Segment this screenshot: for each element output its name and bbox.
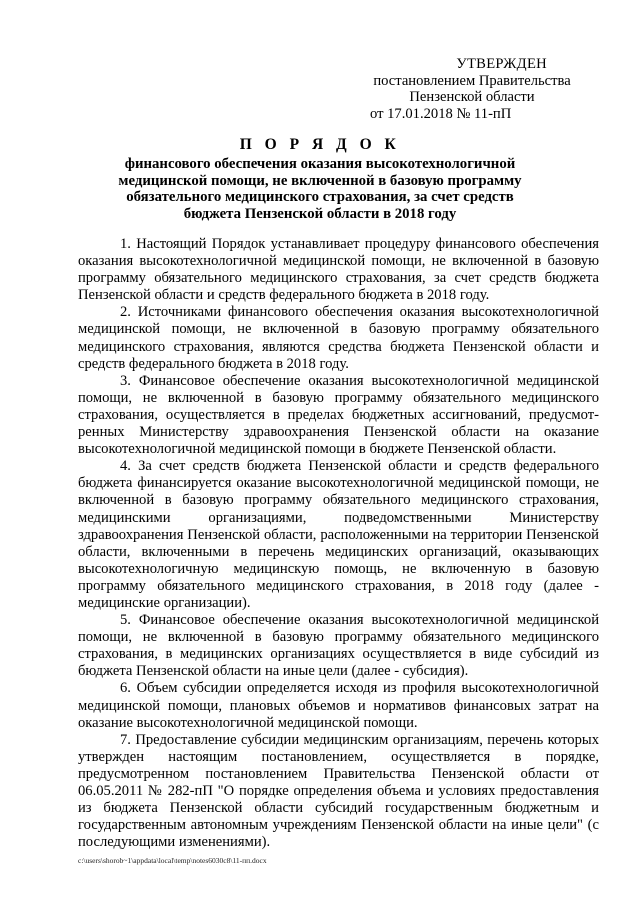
- subtitle-line-3: обязательного медицинского страхования, за счет средств: [126, 189, 514, 206]
- subtitle-line-1: финансового обеспечения оказания высокотехнологичной: [124, 156, 516, 172]
- paragraph-3: 3. Финансовое обеспечение оказания высокотехнологичной медицинской помощи, не включенной в базовую программу обязательного медицинского страхования, осуществляется в пределах бюджетных ассигнований, предусмот-ренных Министерству здравоохранения Пензенской области на оказание высокотехнологичной медицинской помощи в бюджете Пензенской области.: [78, 372, 599, 458]
- paragraph-6: 6. Объем субсидии определяется исходя из профиля высокотехнологичной медицинской помощи, плановых объемов и нормативов финансовых затрат на оказание высокотехнологичной медицинской помощи.: [78, 680, 599, 731]
- document-title: П О Р Я Д О К: [239, 136, 401, 153]
- document-body: [78, 236, 599, 851]
- approval-line-1: постановлением Правительства: [373, 72, 571, 89]
- approval-heading: УТВЕРЖДЕН: [456, 56, 547, 72]
- paragraph-2: 2. Источниками финансового обеспечения оказания высокотехнологичной медицинской помощи, не включенной в базовую программу обязательного медицинского страхования, являются средства бюджета Пензенской области и средств федерального бюджета в 2018 году.: [78, 304, 599, 372]
- file-path-footer: c:\users\shorob~1\appdata\local\temp\notes6030c8\11-пп.docx: [78, 856, 267, 865]
- subtitle-line-4: бюджета Пензенской области в 2018 году: [183, 205, 457, 222]
- paragraph-5: 5. Финансовое обеспечение оказания высокотехнологичной медицинской помощи, не включенной в базовую программу обязательного медицинского страхования, в медицинских организациях осуществляется в виде субсидий из бюджета Пензенской области на иные цели (далее - субсидия).: [78, 612, 599, 680]
- paragraph-1: 1. Настоящий Порядок устанавливает процедуру финансового обеспечения оказания высокотехнологичной медицинской помощи, не включенной в базовую программу обязательного медицинского страхования, за счет средств бюджета Пензенской области и средств федерального бюджета в 2018 году.: [78, 236, 599, 304]
- document-subtitle: [100, 156, 540, 222]
- approval-line-2: Пензенской области: [409, 89, 535, 105]
- paragraph-7: 7. Предоставление субсидии медицинским организациям, перечень которых утвержден настоящим постановлением, осуществляется в порядке, предусмотренном постановлением Правительства Пензенской области от 06.05.2011 № 282-пП "О порядке определения объема и условиях предоставления из бюджета Пензенской области субсидий государственным бюджетным и государственным автономным учреждениям Пензенской области на иные цели" (с последующими изменениями).: [78, 731, 599, 851]
- paragraph-4: 4. За счет средств бюджета Пензенской области и средств федерального бюджета финансируется оказание высокотехнологичной медицинской помощи, не включенной в базовую программу обязательного медицинского страхования, медицинскими организациями, подведомственными Министерству здравоохранения Пензенской области, расположенными на территории Пензенской области, включенными в перечень медицинских организаций, оказывающих высокотехнологичную медицинскую помощь, не включенную в базовую программу обязательного медицинского страхования, в 2018 году (далее - медицинские организации).: [78, 458, 599, 611]
- subtitle-line-2: медицинской помощи, не включенной в базовую программу: [118, 172, 522, 189]
- approval-block: [362, 56, 582, 122]
- approval-date: от 17.01.2018 № 11-пП: [370, 105, 512, 122]
